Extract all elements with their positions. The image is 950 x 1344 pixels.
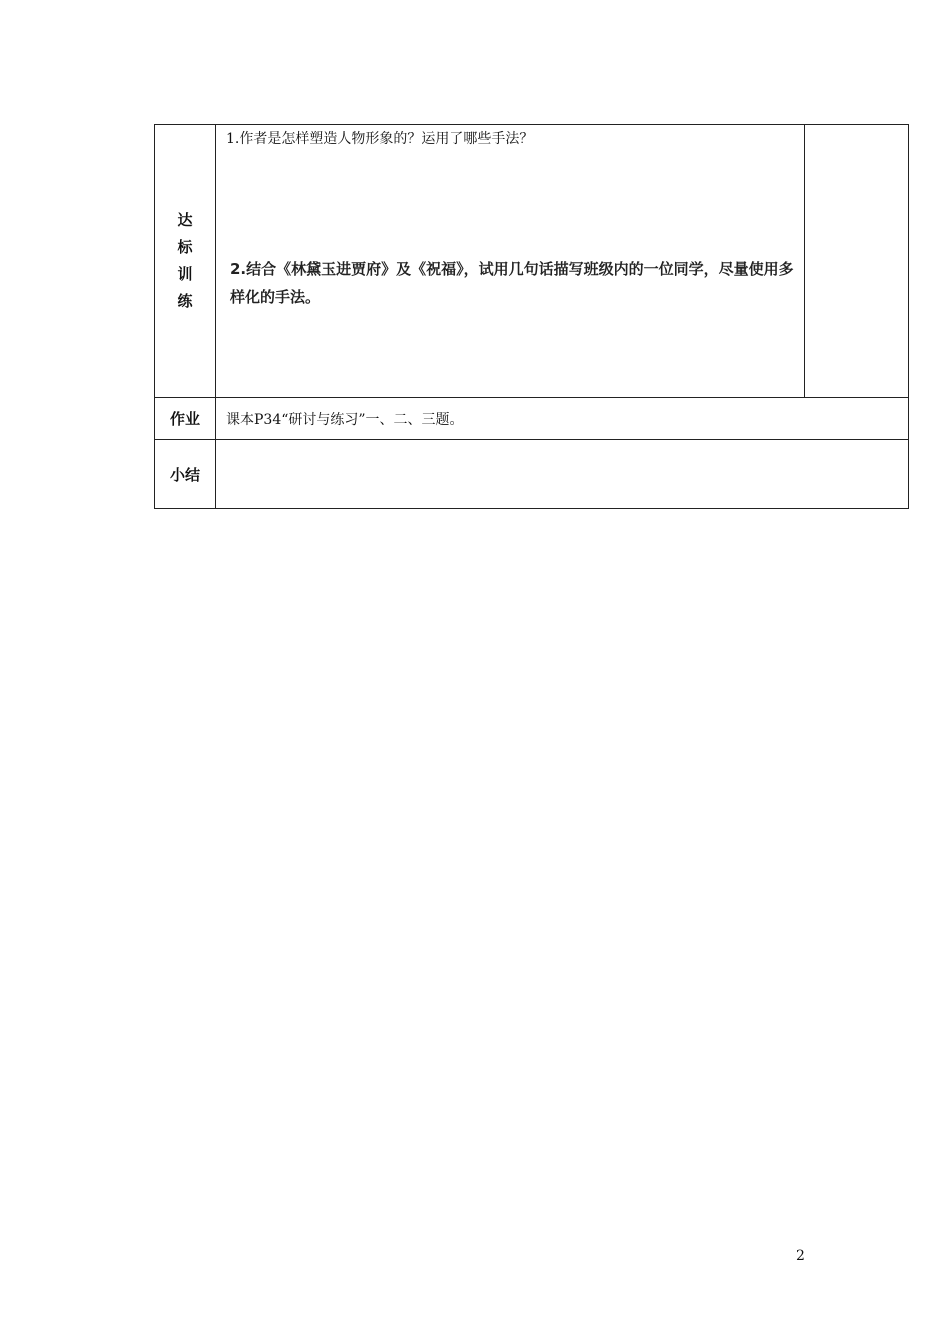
summary-label: 小结 — [155, 440, 216, 509]
practice-label-char-3: 训 — [177, 265, 193, 283]
homework-label: 作业 — [155, 398, 216, 440]
question-2: 2.结合《林黛玉进贾府》及《祝福》，试用几句话描写班级内的一位同学，尽量使用多样化的手法。 — [230, 260, 794, 306]
practice-label-char-2: 标 — [177, 238, 193, 256]
question-1: 1.作者是怎样塑造人物形象的？运用了哪些手法？ — [226, 131, 534, 147]
homework-content: 课本P34“研讨与练习”一、二、三题。 — [216, 398, 909, 440]
summary-row — [155, 440, 909, 509]
practice-notes-cell — [805, 125, 909, 398]
worksheet-table — [154, 124, 909, 509]
homework-row — [155, 398, 909, 440]
summary-content — [216, 440, 909, 509]
practice-row — [155, 125, 909, 398]
practice-label-char-1: 达 — [177, 211, 193, 229]
page-number: 2 — [796, 1248, 805, 1264]
practice-questions-cell — [216, 125, 805, 398]
practice-label-char-4: 练 — [177, 292, 193, 310]
practice-label — [155, 125, 216, 398]
